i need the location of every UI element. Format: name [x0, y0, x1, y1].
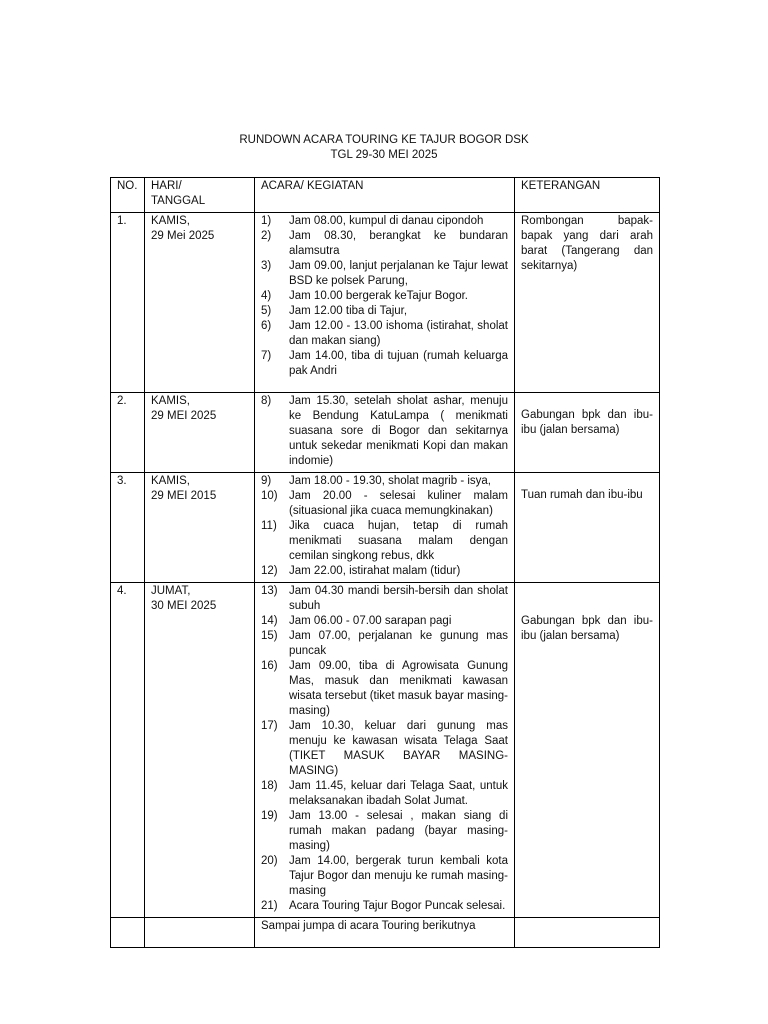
activity-item — [261, 584, 508, 614]
activity-text: Jam 09.00, tiba di Agrowisata Gunung Mas, masuk dan menikmati kawasan wisata tersebut (tiket masuk bayar masing-masing) — [289, 660, 508, 717]
row-activities-cell — [255, 213, 515, 393]
activity-item — [261, 214, 508, 229]
row-date: 29 MEI 2015 — [151, 490, 217, 502]
row-number: 1. — [111, 213, 145, 393]
activity-number: 16) — [261, 660, 278, 672]
activity-number: 20) — [261, 855, 278, 867]
activity-item — [261, 629, 508, 659]
row-date-cell — [145, 393, 255, 473]
row-date: 30 MEI 2025 — [151, 600, 217, 612]
activity-item — [261, 349, 508, 379]
row-keterangan: Rombongan bapak-bapak yang dari arah barat (Tangerang dan sekitarnya) — [521, 215, 653, 272]
header-tanggal: TANGGAL — [151, 195, 206, 207]
activity-list — [261, 474, 508, 579]
activity-item — [261, 229, 508, 259]
activity-number: 1) — [261, 215, 272, 227]
rundown-table — [110, 177, 660, 948]
activity-number: 17) — [261, 720, 278, 732]
activity-item — [261, 519, 508, 564]
activity-number: 15) — [261, 630, 278, 642]
activity-text: Jam 13.00 - selesai , makan siang di rumah makan padang (bayar masing-masing) — [289, 810, 508, 852]
row-number: 4. — [111, 583, 145, 918]
activity-number: 13) — [261, 585, 278, 597]
activity-text: Jam 14.00, bergerak turun kembali kota Tajur Bogor dan menuju ke rumah masing-masing — [289, 855, 508, 897]
activity-item — [261, 304, 508, 319]
activity-number: 4) — [261, 290, 272, 302]
activity-item — [261, 899, 508, 914]
activity-number: 10) — [261, 490, 278, 502]
header-keterangan: KETERANGAN — [515, 178, 660, 213]
row-day: JUMAT, — [151, 585, 191, 597]
header-hari-tanggal — [145, 178, 255, 213]
activity-text: Jam 11.45, keluar dari Telaga Saat, untuk melaksanakan ibadah Solat Jumat. — [289, 780, 508, 807]
row-day: KAMIS, — [151, 475, 190, 487]
row-keterangan-cell — [515, 473, 660, 583]
row-date: 29 MEI 2025 — [151, 410, 217, 422]
activity-item — [261, 779, 508, 809]
activity-text: Jam 10.30, keluar dari gunung mas menuju ke kawasan wisata Telaga Saat (TIKET MASUK BAYAR MASING-MASING) — [289, 720, 508, 777]
row-keterangan-cell — [515, 583, 660, 918]
row-number: 3. — [111, 473, 145, 583]
row-day: KAMIS, — [151, 215, 190, 227]
activity-number: 6) — [261, 320, 272, 332]
activity-text: Jika cuaca hujan, tetap di rumah menikmati suasana malam dengan cemilan singkong rebus, dkk — [289, 520, 508, 562]
activity-number: 2) — [261, 230, 272, 242]
table-row — [111, 213, 660, 393]
row-date-cell — [145, 583, 255, 918]
activity-item — [261, 719, 508, 779]
row-day: KAMIS, — [151, 395, 190, 407]
activity-text: Acara Touring Tajur Bogor Puncak selesai. — [289, 900, 506, 912]
activity-number: 12) — [261, 565, 278, 577]
header-no: NO. — [111, 178, 145, 213]
table-row — [111, 473, 660, 583]
closing-date-cell — [145, 918, 255, 948]
activity-number: 7) — [261, 350, 272, 362]
activity-item — [261, 394, 508, 469]
header-hari: HARI/ — [151, 180, 182, 192]
row-keterangan-cell — [515, 393, 660, 473]
activity-text: Jam 04.30 mandi bersih-bersih dan sholat subuh — [289, 585, 508, 612]
activity-item — [261, 319, 508, 349]
activity-number: 14) — [261, 615, 278, 627]
activity-text: Jam 08.30, berangkat ke bundaran alamsutra — [289, 230, 508, 257]
activity-number: 11) — [261, 520, 277, 532]
activity-item — [261, 489, 508, 519]
title-line-1: RUNDOWN ACARA TOURING KE TAJUR BOGOR DSK — [239, 134, 529, 146]
activity-number: 19) — [261, 810, 278, 822]
activity-list — [261, 214, 508, 379]
activity-text: Jam 12.00 - 13.00 ishoma (istirahat, sholat dan makan siang) — [289, 320, 508, 347]
activity-text: Jam 09.00, lanjut perjalanan ke Tajur lewat BSD ke polsek Parung, — [289, 260, 508, 287]
activity-text: Jam 20.00 - selesai kuliner malam (situasional jika cuaca memungkinakan) — [289, 490, 508, 517]
row-keterangan-cell — [515, 213, 660, 393]
row-date: 29 Mei 2025 — [151, 230, 215, 242]
row-activities-cell — [255, 583, 515, 918]
activity-number: 8) — [261, 395, 272, 407]
activity-item — [261, 659, 508, 719]
row-date-cell — [145, 213, 255, 393]
activity-text: Jam 10.00 bergerak keTajur Bogor. — [289, 290, 468, 302]
row-activities-cell — [255, 393, 515, 473]
closing-text: Sampai jumpa di acara Touring berikutnya — [255, 918, 515, 948]
activity-text: Jam 14.00, tiba di tujuan (rumah keluarga pak Andri — [289, 350, 508, 377]
row-date-cell — [145, 473, 255, 583]
activity-text: Jam 12.00 tiba di Tajur, — [289, 305, 408, 317]
row-number: 2. — [111, 393, 145, 473]
activity-item — [261, 854, 508, 899]
table-row — [111, 393, 660, 473]
closing-ket-cell — [515, 918, 660, 948]
activity-item — [261, 289, 508, 304]
activity-item — [261, 259, 508, 289]
table-header-row — [111, 178, 660, 213]
row-keterangan: Gabungan bpk dan ibu-ibu (jalan bersama) — [521, 409, 653, 436]
activity-text: Jam 15.30, setelah sholat ashar, menuju ke Bendung KatuLampa ( menikmati suasana sore di Bogor dan sekitarnya untuk sekedar menikmati Kopi dan makan indomie) — [289, 395, 508, 467]
document-title — [0, 133, 768, 163]
activity-number: 3) — [261, 260, 272, 272]
activity-item — [261, 809, 508, 854]
activity-number: 21) — [261, 900, 278, 912]
activity-number: 5) — [261, 305, 272, 317]
activity-text: Jam 06.00 - 07.00 sarapan pagi — [289, 615, 452, 627]
activity-number: 18) — [261, 780, 278, 792]
row-activities-cell — [255, 473, 515, 583]
closing-row — [111, 918, 660, 948]
activity-item — [261, 474, 508, 489]
header-acara: ACARA/ KEGIATAN — [255, 178, 515, 213]
activity-list — [261, 584, 508, 914]
row-keterangan: Tuan rumah dan ibu-ibu — [521, 489, 643, 501]
activity-text: Jam 08.00, kumpul di danau cipondoh — [289, 215, 484, 227]
closing-no-cell — [111, 918, 145, 948]
activity-item — [261, 614, 508, 629]
activity-text: Jam 07.00, perjalanan ke gunung mas puncak — [289, 630, 508, 657]
activity-text: Jam 18.00 - 19.30, sholat magrib - isya, — [289, 475, 491, 487]
row-keterangan: Gabungan bpk dan ibu-ibu (jalan bersama) — [521, 615, 653, 642]
activity-text: Jam 22.00, istirahat malam (tidur) — [289, 565, 461, 577]
activity-list — [261, 394, 508, 469]
activity-item — [261, 564, 508, 579]
table-row — [111, 583, 660, 918]
title-line-2: TGL 29-30 MEI 2025 — [330, 149, 438, 161]
activity-number: 9) — [261, 475, 272, 487]
